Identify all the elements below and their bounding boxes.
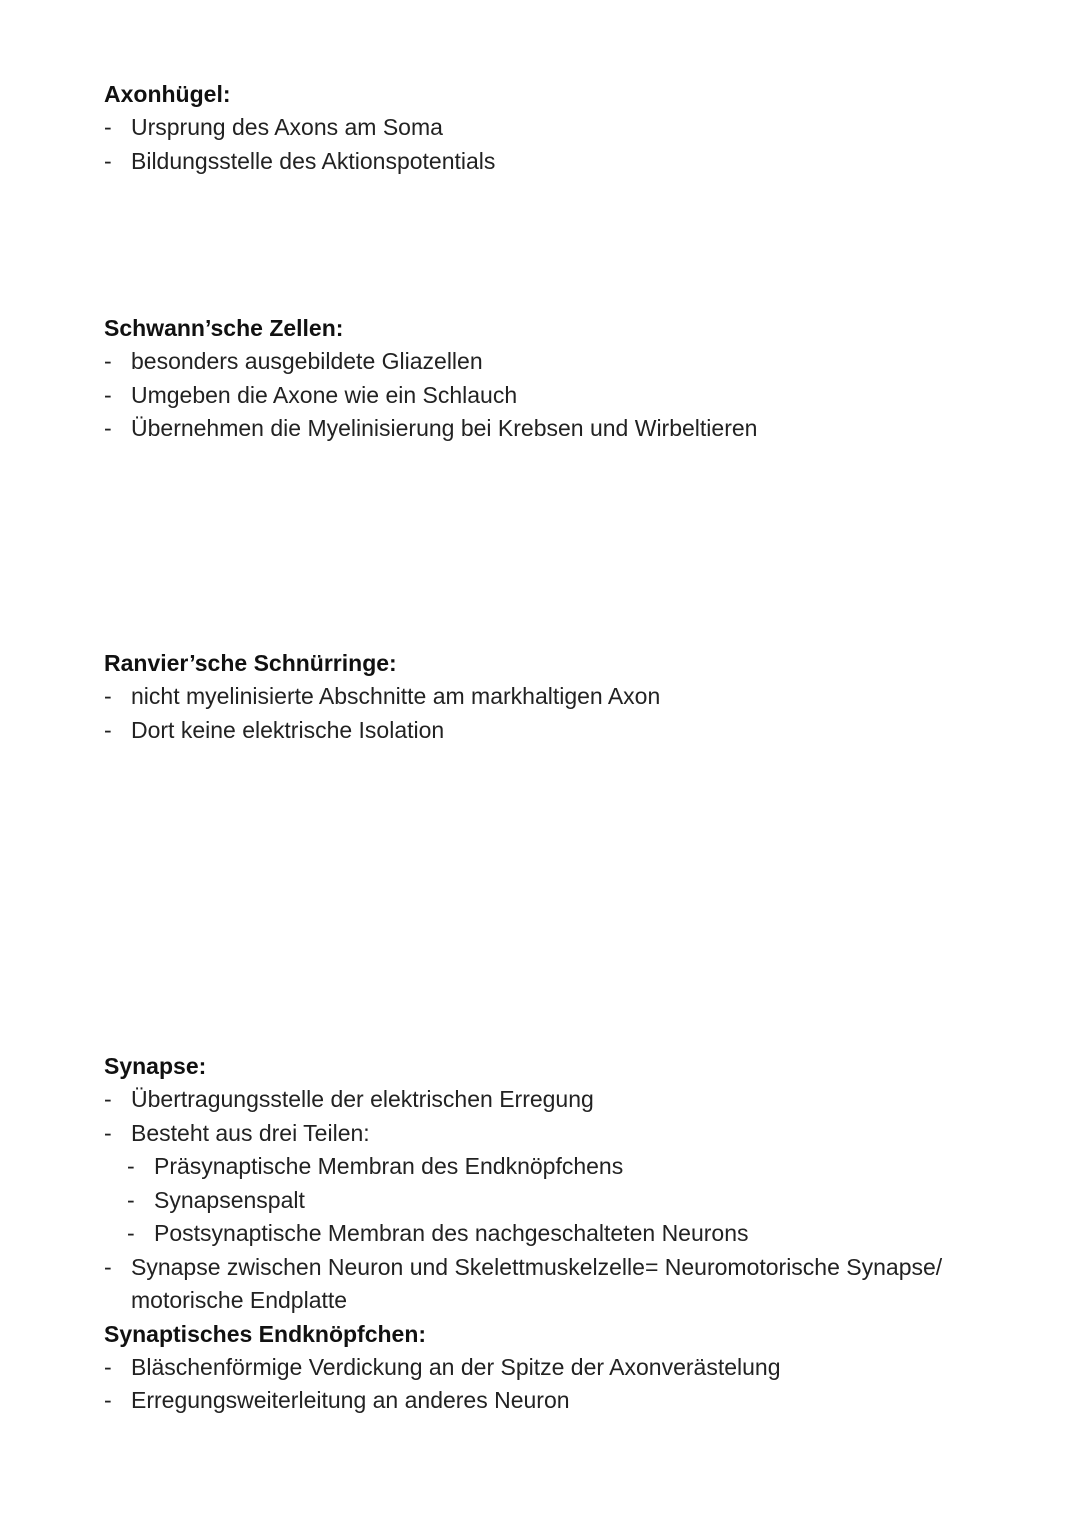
list-item bbox=[104, 1384, 1044, 1418]
bullet-dash: - bbox=[104, 683, 112, 709]
list-item-text: Synapse zwischen Neuron und Skelettmuskelzelle= Neuromotorische Synapse/ bbox=[131, 1253, 943, 1280]
list-item-text: Bläschenförmige Verdickung an der Spitze der Axonverästelung bbox=[131, 1353, 781, 1380]
bullet-dash: - bbox=[104, 1387, 112, 1413]
sub-list-item bbox=[104, 1150, 1044, 1184]
list-item bbox=[104, 345, 1044, 379]
section-schwann-zellen bbox=[104, 312, 1044, 446]
section-heading-synaptisches-endknoepfchen: Synaptisches Endknöpfchen: bbox=[104, 1320, 427, 1347]
section-heading: Ranvier’sche Schnürringe: bbox=[104, 650, 397, 676]
list-item bbox=[104, 111, 1044, 145]
list-item-text: Besteht aus drei Teilen: bbox=[131, 1119, 370, 1146]
section-ranvier-schnuerringe bbox=[104, 647, 1044, 747]
bullet-dash: - bbox=[104, 415, 112, 441]
section-heading: Schwann’sche Zellen: bbox=[104, 315, 344, 341]
section-heading: Synapse: bbox=[104, 1053, 207, 1079]
list-item-text: Dort keine elektrische Isolation bbox=[131, 716, 445, 743]
bullet-dash: - bbox=[104, 147, 112, 174]
list-item-text: Erregungsweiterleitung an anderes Neuron bbox=[131, 1387, 570, 1413]
list-item bbox=[104, 714, 1044, 748]
list-item-text: nicht myelinisierte Abschnitte am markhaltigen Axon bbox=[131, 683, 661, 709]
list-item bbox=[104, 680, 1044, 714]
bullet-dash: - bbox=[104, 1086, 112, 1112]
bullet-dash: - bbox=[104, 1353, 112, 1380]
list-item bbox=[104, 412, 1044, 446]
bullet-dash: - bbox=[104, 1119, 112, 1146]
list-item bbox=[104, 1251, 1044, 1318]
list-item-text: Übernehmen die Myelinisierung bei Krebsen und Wirbeltieren bbox=[131, 415, 758, 441]
list-item bbox=[104, 379, 1044, 413]
bullet-dash: - bbox=[127, 1153, 135, 1179]
list-item-text: Bildungsstelle des Aktionspotentials bbox=[131, 147, 496, 174]
list-item bbox=[104, 1351, 1044, 1385]
section-synapse bbox=[104, 1050, 1044, 1418]
bullet-dash: - bbox=[127, 1220, 135, 1246]
list-item bbox=[104, 1083, 1044, 1117]
bullet-dash: - bbox=[104, 114, 112, 140]
list-item-text: Synapsenspalt bbox=[154, 1186, 305, 1213]
list-item-text: Übertragungsstelle der elektrischen Erregung bbox=[131, 1086, 594, 1112]
bullet-dash: - bbox=[104, 716, 112, 743]
section-heading: Axonhügel: bbox=[104, 81, 231, 107]
section-axonhuegel bbox=[104, 78, 1044, 178]
list-item-text: Präsynaptische Membran des Endknöpfchens bbox=[154, 1153, 624, 1179]
list-item-text: Postsynaptische Membran des nachgeschalteten Neurons bbox=[154, 1220, 749, 1246]
list-item-text: Ursprung des Axons am Soma bbox=[131, 114, 443, 140]
sub-list-item bbox=[104, 1184, 1044, 1218]
list-item-text: Umgeben die Axone wie ein Schlauch bbox=[131, 381, 518, 408]
list-item-text-continuation: motorische Endplatte bbox=[131, 1287, 348, 1313]
bullet-dash: - bbox=[104, 381, 112, 408]
list-item bbox=[104, 1117, 1044, 1151]
list-item bbox=[104, 145, 1044, 179]
bullet-dash: - bbox=[127, 1186, 135, 1213]
bullet-dash: - bbox=[104, 348, 112, 374]
sub-list-item bbox=[104, 1217, 1044, 1251]
list-item-text: besonders ausgebildete Gliazellen bbox=[131, 348, 483, 374]
bullet-dash: - bbox=[104, 1253, 112, 1280]
